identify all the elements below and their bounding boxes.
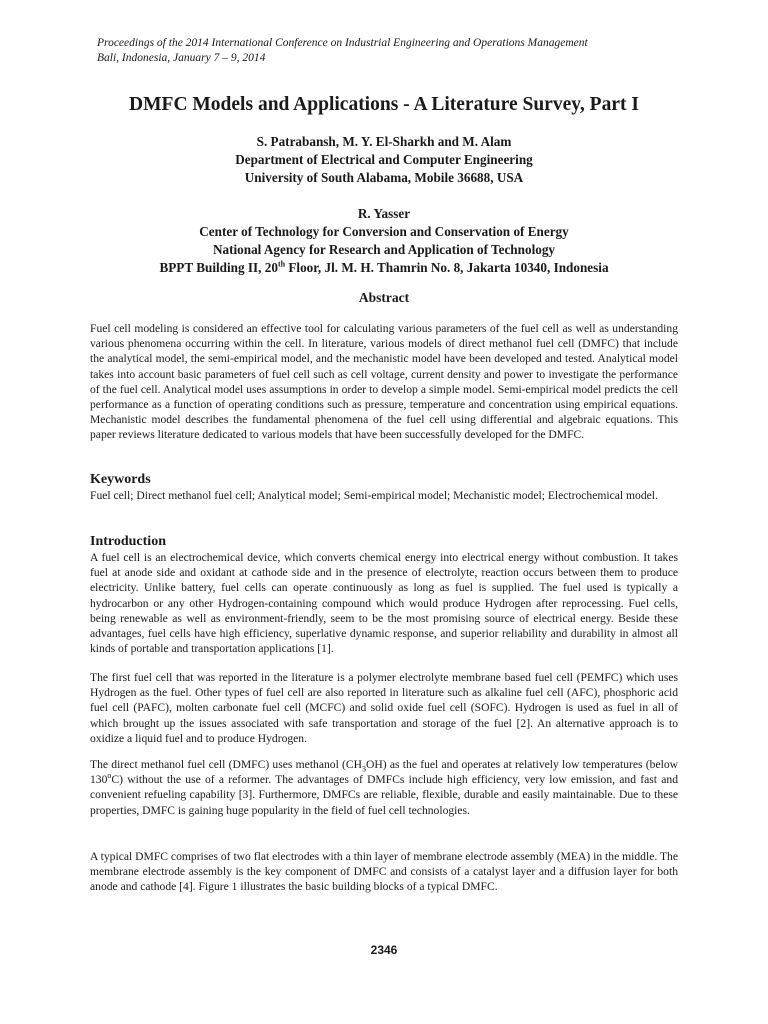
intro-paragraph-3: The direct methanol fuel cell (DMFC) uses methanol $(CH_3OH)$ as the fuel and operates at relatively low temperatures (below 130$^o$C) without the use of a reformer. The advantages of DMFCs include high efficiency, very low emission, and fast and convenient refueling capability [3]. Furthermore, DMFCs are reliable, flexible, durable and easily maintainable. Due to these properties, DMFC is gaining huge popularity in the field of fuel cell technologies. — [90, 758, 678, 817]
author-address-2: BPPT Building II, 20th Floor, Jl. M. H. Thamrin No. 8, Jakarta 10340, Indonesia — [159, 259, 609, 275]
header-line-2: Bali, Indonesia, January 7 – 9, 2014 — [97, 52, 266, 64]
author-univ-1: University of South Alabama, Mobile 36688, USA — [244, 170, 524, 185]
keywords-heading: Keywords — [90, 472, 151, 487]
abstract-text: Fuel cell modeling is considered an effective tool for calculating various parameters of the fuel cell as well as understanding various phenomena occurring within the cell. In literature, various models of direct methanol fuel cell (DMFC) that include the analytical model, the semi-empirical model, and the mechanistic model have been developed and tested. Analytical model takes into account basic parameters of fuel cell such as cell voltage, current density and power to investigate the performance of the fuel cell. Analytical model uses assumptions in order to develop a simple model. Semi-empirical model predicts the cell performance as a function of operating conditions such as pressure, temperature and concentration using empirical equations. Mechanistic model describes the fundamental phenomena of the fuel cell using differential and algebraic equations. This paper reviews literature dedicated to various models that have been successfully developed for the DMFC. — [90, 322, 678, 442]
paper-title: DMFC Models and Applications - A Literature Survey, Part I — [129, 94, 639, 115]
keywords-text: Fuel cell; Direct methanol fuel cell; Analytical model; Semi-empirical model; Mechanistic model; Electrochemical model. — [90, 489, 658, 502]
intro-paragraph-2: The first fuel cell that was reported in the literature is a polymer electrolyte membrane based fuel cell (PEMFC) which uses Hydrogen as the fuel. Other types of fuel cell are also reported in literature such as alkaline fuel cell (AFC), phosphoric acid fuel cell (PAFC), molten carbonate fuel cell (MCFC) and solid oxide fuel cell (SOFC). Hydrogen is used as fuel in all of which brought up the issues associated with safe transportation and storage of the fuel [2]. An alternative approach is to oxidize a liquid fuel and to produce Hydrogen. — [90, 671, 678, 745]
intro-paragraph-4: A typical DMFC comprises of two flat electrodes with a thin layer of membrane electrode assembly (MEA) in the middle. The membrane electrode assembly is the key component of DMFC and consists of a catalyst layer and a diffusion layer for both anode and cathode [4]. Figure 1 illustrates the basic building blocks of a typical DMFC. — [90, 850, 678, 894]
author-names-1: S. Patrabansh, M. Y. El-Sharkh and M. Alam — [256, 134, 512, 149]
author-org-2b: National Agency for Research and Application of Technology — [212, 242, 556, 257]
author-name-2: R. Yasser — [357, 206, 411, 221]
header-line-1: Proceedings of the 2014 International Conference on Industrial Engineering and Operations Management — [97, 37, 588, 49]
author-block — [0, 133, 768, 277]
abstract-heading: Abstract — [358, 290, 410, 305]
page-number: 2346 — [370, 943, 398, 957]
running-header — [97, 36, 588, 66]
introduction-heading: Introduction — [90, 534, 166, 549]
author-dept-1: Department of Electrical and Computer Engineering — [235, 152, 533, 167]
intro-paragraph-1: A fuel cell is an electrochemical device, which converts chemical energy into electrical energy without combustion. It takes fuel at anode side and oxidant at cathode side and in the presence of electrolyte, reaction occurs between them to produce electricity. Unlike battery, fuel cells can operate continuously as long as fuel is supplied. The fuel used is typically a hydrocarbon or any other Hydrogen-containing compound which would produce Hydrogen after reprocessing. Fuel cells, being renewable as well as environment-friendly, seem to be the most promising source of electrical energy. Beside these advantages, fuel cells have high efficiency, superlative dynamic response, and superior reliability and durability in almost all kinds of portable and transportation applications [1]. — [90, 551, 678, 656]
author-org-2a: Center of Technology for Conversion and Conservation of Energy — [199, 224, 569, 239]
